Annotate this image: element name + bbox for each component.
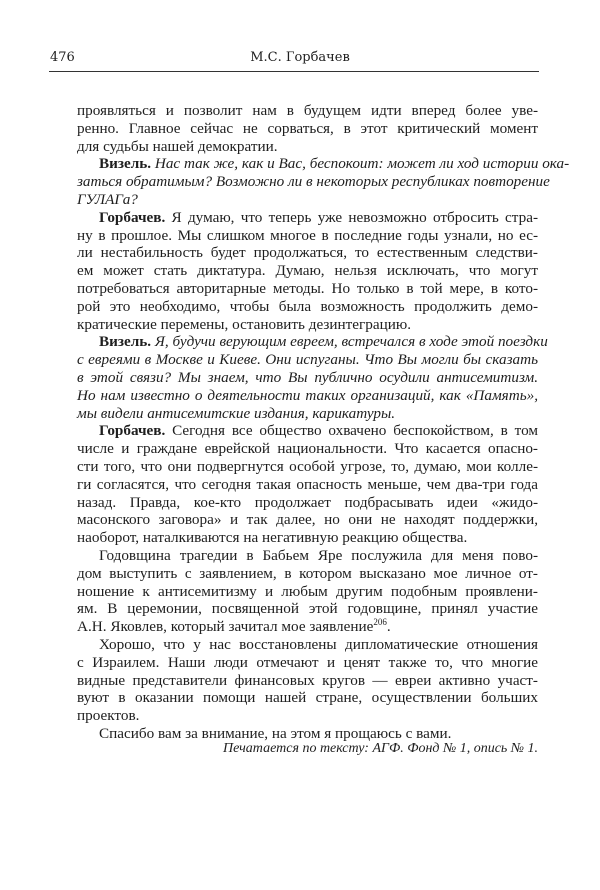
text-line (77, 227, 538, 245)
line-text: заться обратимым? Возможно ли в некоторых республиках повторение (77, 173, 550, 191)
line-text: назад. Правда, кое-кто продолжает подбрасывать идеи «жидо- (77, 493, 538, 511)
line-text: Сегодня все общество охвачено беспокойством, в том (172, 422, 538, 440)
dialogue-paragraph (77, 209, 538, 334)
line-text: Я, будучи верующим евреем, встречался в ходе этой поездки (154, 333, 548, 351)
text-line (77, 583, 538, 601)
line-text: рой это необходимо, чтобы была возможность продолжить демо- (77, 297, 538, 315)
text-line (77, 138, 538, 156)
text-line (77, 387, 538, 405)
text-line (77, 654, 538, 672)
line-text: ГУЛАГа? (77, 190, 138, 208)
text-line (77, 262, 538, 280)
text-line (77, 369, 538, 387)
text-line (77, 351, 538, 369)
line-text: вуют в оказании помощи нашей стране, осуществлении больших (77, 689, 538, 707)
speaker-name: Визель. (99, 155, 152, 173)
line-text: А.Н. Яковлев, который зачитал мое заявление (77, 618, 374, 636)
header-rule (49, 71, 539, 72)
page-body (77, 102, 570, 743)
text-line (77, 636, 538, 654)
dialogue-paragraph (77, 422, 538, 547)
line-text: ну в прошлое. Мы слишком многое в последние годы узнали, но ес- (77, 226, 538, 244)
text-line (77, 316, 538, 334)
line-text: проектов. (77, 707, 140, 725)
text-line (77, 689, 538, 707)
text-line (77, 547, 538, 565)
line-text: сти того, что они подвергнутся особой угрозе, то, думаю, мои колле- (77, 457, 538, 475)
text-line (77, 298, 538, 316)
line-text: дом выступить с заявлением, в котором высказано мое личное от- (77, 564, 538, 582)
line-text: Годовщина трагедии в Бабьем Яре послужила для меня пово- (99, 546, 538, 564)
text-line (77, 476, 538, 494)
line-text: с евреями в Москве и Киеве. Они испуганы. Что Вы могли бы сказать (77, 351, 538, 369)
line-text: масонского заговора» и так далее, но они не находят поддержки, (77, 511, 538, 529)
line-text: Спасибо вам за внимание, на этом я прощаюсь с вами. (99, 724, 452, 742)
text-line (77, 458, 538, 476)
line-text: Хорошо, что у нас восстановлены дипломатические отношения (99, 635, 538, 653)
text-line (77, 191, 538, 209)
speaker-name: Горбачев. (99, 208, 166, 226)
text-line (77, 618, 538, 636)
text-line (77, 280, 538, 298)
dialogue-paragraph (77, 333, 548, 422)
text-line (77, 494, 538, 512)
footnote-marker[interactable]: 206 (373, 617, 387, 628)
text-line (77, 244, 538, 262)
speaker-name: Визель. (99, 333, 152, 351)
text-line (77, 529, 538, 547)
line-text: потребоваться авторитарные методы. Но только в той мере, в кото- (77, 279, 538, 297)
text-line (77, 209, 538, 227)
line-text: ношение к антисемитизму и любым другим подобным проявлени- (77, 582, 538, 600)
running-title: М.С. Горбачев (250, 50, 350, 65)
line-text: мы видели антисемитские издания, карикатуры. (77, 404, 396, 422)
line-text: кратические перемены, остановить дезинтеграцию. (77, 315, 412, 333)
line-text: ли нестабильность будет продолжаться, то естественным следстви- (77, 244, 538, 262)
text-line (77, 405, 538, 423)
line-text: видные представители финансовых кругов — евреи активно участ- (77, 671, 538, 689)
text-line (77, 600, 538, 618)
line-text: числе и граждане еврейской национальности. Что касается опасно- (77, 440, 538, 458)
dialogue-paragraph (77, 155, 570, 208)
paragraph (77, 636, 538, 725)
line-text: ям. В церемонии, посвященной этой годовщине, принял участие (77, 600, 538, 618)
line-text: ем может стать диктатура. Думаю, нельзя исключать, что могут (77, 262, 538, 280)
paragraph (77, 102, 538, 155)
page-number: 476 (50, 50, 75, 65)
speaker-name: Горбачев. (99, 422, 166, 440)
line-text: Я думаю, что теперь уже невозможно отбросить стра- (171, 208, 539, 226)
text-line (77, 707, 538, 725)
text-line (77, 511, 538, 529)
line-text: Нас так же, как и Вас, беспокоит: может ли ход истории ока- (154, 155, 570, 173)
line-text: наоборот, наталкиваются на негативную реакцию общества. (77, 529, 468, 547)
line-text: ренно. Главное сейчас не сорваться, в этот критический момент (77, 119, 538, 137)
line-text: Но нам известно о деятельности таких организаций, как «Память», (77, 386, 538, 404)
text-line (77, 173, 550, 191)
paragraph (77, 547, 538, 636)
text-line (77, 565, 538, 583)
text-line (77, 672, 538, 690)
line-text: для судьбы нашей демократии. (77, 137, 278, 155)
line-text: в этой связи? Мы знаем, что Вы публично осудили антисемитизм. (77, 368, 538, 386)
text-line (77, 120, 538, 138)
line-text: проявляться и позволит нам в будущем идти вперед более уве- (77, 102, 538, 119)
text-line (77, 333, 548, 351)
text-line (77, 440, 538, 458)
line-text: с Израилем. Наши люди отмечают и ценят также то, что многие (77, 653, 538, 671)
text-line (77, 422, 538, 440)
line-text: ги согласятся, что сегодня такая опасность меньше, чем два-три года (77, 475, 538, 493)
punctuation: . (386, 618, 391, 636)
text-line (77, 102, 538, 120)
text-line (77, 155, 570, 173)
source-note: Печатается по тексту: АГФ. Фонд № 1, опись № 1. (222, 741, 538, 756)
